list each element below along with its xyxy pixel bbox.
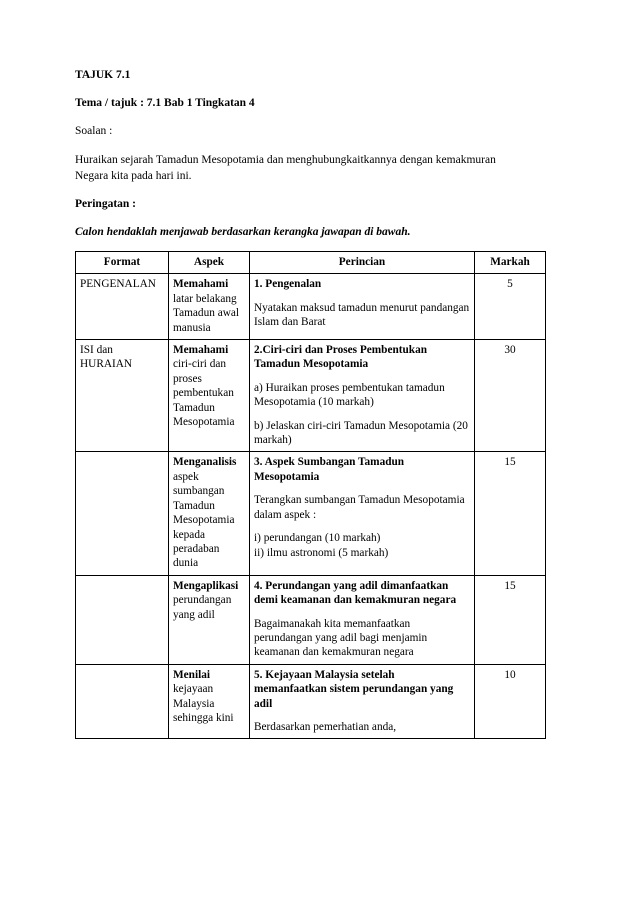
soalan-label: Soalan : <box>75 125 113 137</box>
column-header-format: Format <box>76 252 169 274</box>
aspek-keyword-4: Mengaplikasi <box>173 579 239 592</box>
perincian-title-2: 2.Ciri-ciri dan Proses Pembentukan Tamadun Mesopotamia <box>254 344 428 371</box>
cell-markah-3: 15 <box>475 452 546 575</box>
cell-markah-4: 15 <box>475 575 546 664</box>
cell-aspek-5 <box>169 664 250 739</box>
aspek-keyword-3: Menganalisis <box>173 456 237 469</box>
column-header-aspek: Aspek <box>169 252 250 274</box>
table-row <box>76 452 546 575</box>
cell-format-4 <box>76 575 169 664</box>
aspek-detail-1: latar belakang Tamadun awal manusia <box>173 292 240 334</box>
perincian-body-5: Berdasarkan pemerhatian anda, <box>254 720 397 733</box>
cell-format-5 <box>76 664 169 739</box>
aspek-keyword-1: Memahami <box>173 278 229 291</box>
column-header-perincian: Perincian <box>250 252 475 274</box>
cell-markah-5: 10 <box>475 664 546 739</box>
cell-aspek-2 <box>169 340 250 452</box>
cell-aspek-1 <box>169 274 250 340</box>
cell-format-1: PENGENALAN <box>76 274 169 340</box>
aspek-detail-3: aspek sumbangan Tamadun Mesopotamia kepada peradaban dunia <box>173 470 235 570</box>
tema-line: Tema / tajuk : 7.1 Bab 1 Tingkatan 4 <box>75 97 255 109</box>
aspek-detail-4: perundangan yang adil <box>173 594 232 621</box>
document-content <box>75 68 530 739</box>
spacer <box>254 292 470 301</box>
cell-perincian-2 <box>250 340 475 452</box>
table-row <box>76 664 546 739</box>
column-header-markah: Markah <box>475 252 546 274</box>
aspek-keyword-2: Memahami <box>173 344 229 357</box>
cell-markah-2: 30 <box>475 340 546 452</box>
aspek-detail-2: ciri-ciri dan proses pembentukan Tamadun Mesopotamia <box>173 358 235 429</box>
spacer <box>254 372 470 381</box>
table-row <box>76 274 546 340</box>
cell-perincian-3 <box>250 452 475 575</box>
perincian-body-3ii: ii) ilmu astronomi (5 markah) <box>254 546 389 559</box>
perincian-body-4: Bagaimanakah kita memanfaatkan perundangan yang adil bagi menjamin keamanan dan kemakmuran negara <box>254 617 428 659</box>
cell-format-3 <box>76 452 169 575</box>
aspek-detail-5: kejayaan Malaysia sehingga kini <box>173 683 234 724</box>
table-row <box>76 340 546 452</box>
spacer <box>254 711 470 720</box>
peringatan-text: Calon hendaklah menjawab berdasarkan kerangka jawapan di bawah. <box>75 226 411 238</box>
spacer <box>254 484 470 493</box>
spacer <box>254 608 470 617</box>
perincian-body-3i: i) perundangan (10 markah) <box>254 532 381 545</box>
perincian-title-4: 4. Perundangan yang adil dimanfaatkan demi keamanan dan kemakmuran negara <box>254 579 457 607</box>
perincian-title-5: 5. Kejayaan Malaysia setelah memanfaatkan sistem perundangan yang adil <box>254 668 454 710</box>
spacer <box>254 410 470 419</box>
aspek-keyword-5: Menilai <box>173 668 211 681</box>
cell-aspek-3 <box>169 452 250 575</box>
spacer <box>254 522 470 531</box>
perincian-body-2a: a) Huraikan proses pembentukan tamadun Mesopotamia (10 markah) <box>254 381 445 409</box>
perincian-body-3: Terangkan sumbangan Tamadun Mesopotamia dalam aspek : <box>254 494 465 521</box>
table-row <box>76 575 546 664</box>
soalan-text: Huraikan sejarah Tamadun Mesopotamia dan menghubungkaitkannya dengan kemakmuran Negara kita pada hari ini. <box>75 154 496 182</box>
cell-aspek-4 <box>169 575 250 664</box>
cell-format-2: ISI dan HURAIAN <box>76 340 169 452</box>
kerangka-jawapan-table <box>75 251 546 739</box>
table-header-row <box>76 252 546 274</box>
perincian-body-1: Nyatakan maksud tamadun menurut pandangan Islam dan Barat <box>254 301 470 329</box>
peringatan-label: Peringatan : <box>75 198 137 210</box>
cell-perincian-1 <box>250 274 475 340</box>
perincian-title-3: 3. Aspek Sumbangan Tamadun Mesopotamia <box>254 456 405 483</box>
page-title: TAJUK 7.1 <box>75 69 131 81</box>
cell-perincian-5 <box>250 664 475 739</box>
perincian-title-1: 1. Pengenalan <box>254 278 322 291</box>
perincian-body-2b: b) Jelaskan ciri-ciri Tamadun Mesopotamia (20 markah) <box>254 419 468 447</box>
cell-markah-1: 5 <box>475 274 546 340</box>
cell-perincian-4 <box>250 575 475 664</box>
